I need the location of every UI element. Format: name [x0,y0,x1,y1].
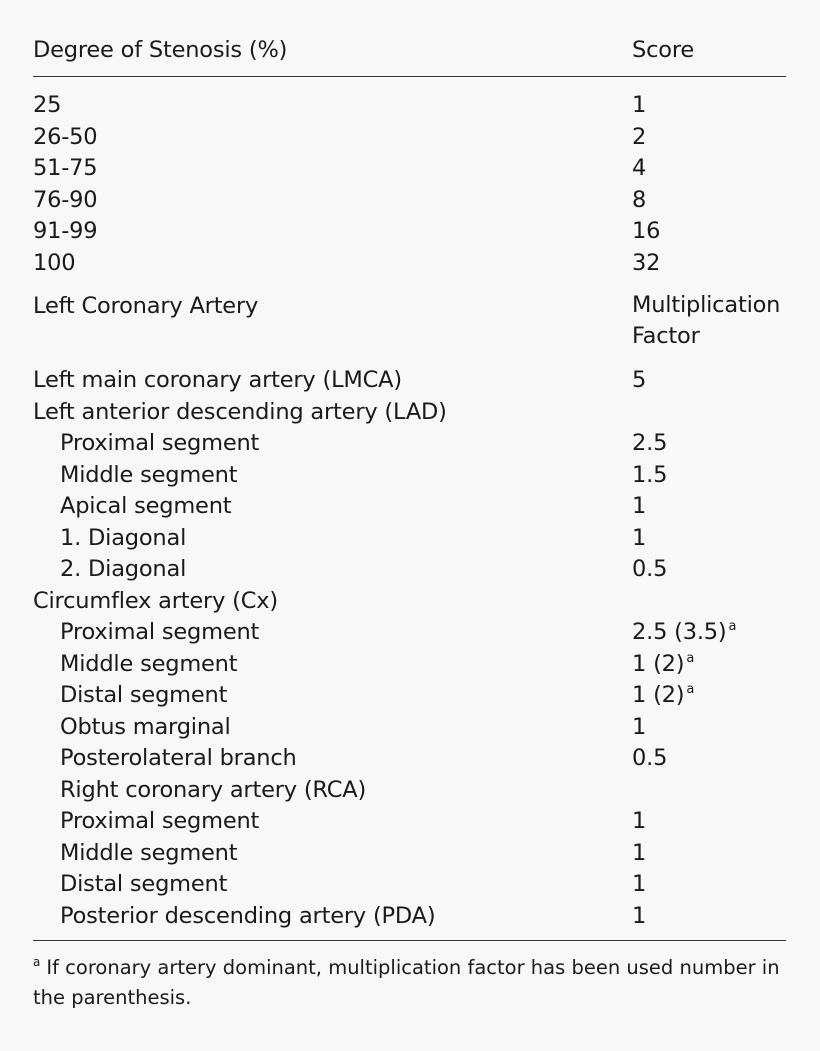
artery-label: Circumflex artery (Cx) [33,588,278,614]
stenosis-degree: 100 [33,250,76,276]
table-row [33,711,786,743]
artery-factor: 1 [632,808,647,834]
table-row [33,868,786,900]
artery-factor: 1 [632,714,647,740]
section-left-coronary-artery: Left Coronary Artery [33,293,259,319]
stenosis-score: 4 [632,155,647,181]
header-degree: Degree of Stenosis (%) [33,37,288,63]
artery-factor: 1 [632,840,647,866]
table-row [33,427,786,459]
table-row [33,805,786,837]
artery-label: Distal segment [60,682,228,708]
artery-label: 2. Diagonal [60,556,187,582]
table-row [33,490,786,522]
stenosis-degree: 26-50 [33,124,98,150]
artery-factor: 1 [632,903,647,929]
table-footnote [33,954,793,1012]
section-header-row [33,290,786,349]
table-row [33,522,786,554]
artery-label: Apical segment [60,493,232,519]
artery-label: Distal segment [60,871,228,897]
artery-factor: 0.5 [632,745,668,771]
artery-factor: 2.5 (3.5) [632,619,727,645]
header-score: Score [632,37,695,63]
stenosis-degree: 51-75 [33,155,98,181]
artery-factor: 1 [632,871,647,897]
table-row [33,459,786,491]
header-bottom-rule [33,76,786,77]
stenosis-degree: 76-90 [33,187,98,213]
stenosis-degree: 25 [33,92,62,118]
footnote-mark: a [728,619,737,634]
table-row [33,900,786,932]
artery-label: Middle segment [60,651,238,677]
footnote-marker: a [33,955,41,969]
stenosis-degree: 91-99 [33,218,98,244]
table-row [33,616,786,648]
artery-label: 1. Diagonal [60,525,187,551]
table-header-row [33,34,786,66]
footnote-text: If coronary artery dominant, multiplication factor has been used number in the parenthesis. [33,956,780,1009]
table-row [33,742,786,774]
artery-label: Right coronary artery (RCA) [60,777,367,803]
table-row [33,152,786,184]
artery-label: Obtus marginal [60,714,231,740]
artery-factor: 2.5 [632,430,668,456]
artery-factor: 5 [632,367,647,393]
footnote-mark: a [686,682,695,697]
artery-label: Posterolateral branch [60,745,297,771]
artery-factor: 1 [632,525,647,551]
table-row [33,679,786,711]
artery-factor-cell [632,616,736,652]
table-row [33,585,786,617]
artery-label: Proximal segment [60,430,260,456]
stenosis-score: 1 [632,92,647,118]
artery-label: Left main coronary artery (LMCA) [33,367,402,393]
table-row [33,553,786,585]
artery-factor: 1 (2) [632,682,685,708]
stenosis-score: 16 [632,218,661,244]
table-row [33,364,786,396]
stenosis-score: 8 [632,187,647,213]
artery-factor: 1 [632,493,647,519]
artery-factor: 1 (2) [632,651,685,677]
artery-label: Middle segment [60,840,238,866]
artery-label: Proximal segment [60,808,260,834]
artery-label: Left anterior descending artery (LAD) [33,399,447,425]
table-row [33,121,786,153]
stenosis-score: 2 [632,124,647,150]
table-row [33,396,786,428]
multiplication-factor-line2: Factor [632,323,700,349]
footnote-mark: a [686,651,695,666]
multiplication-factor-line1: Multiplication [632,292,781,318]
table-row [33,648,786,680]
table-row [33,215,786,247]
artery-label: Proximal segment [60,619,260,645]
artery-label: Posterior descending artery (PDA) [60,903,436,929]
artery-factor: 1.5 [632,462,668,488]
section-multiplication-factor [632,290,780,352]
table-row [33,837,786,869]
table-row [33,184,786,216]
table-bottom-rule [33,940,786,941]
artery-factor-cell [632,679,694,715]
artery-factor: 0.5 [632,556,668,582]
stenosis-score: 32 [632,250,661,276]
table-row [33,89,786,121]
table-row [33,774,786,806]
table-row [33,247,786,279]
artery-label: Middle segment [60,462,238,488]
